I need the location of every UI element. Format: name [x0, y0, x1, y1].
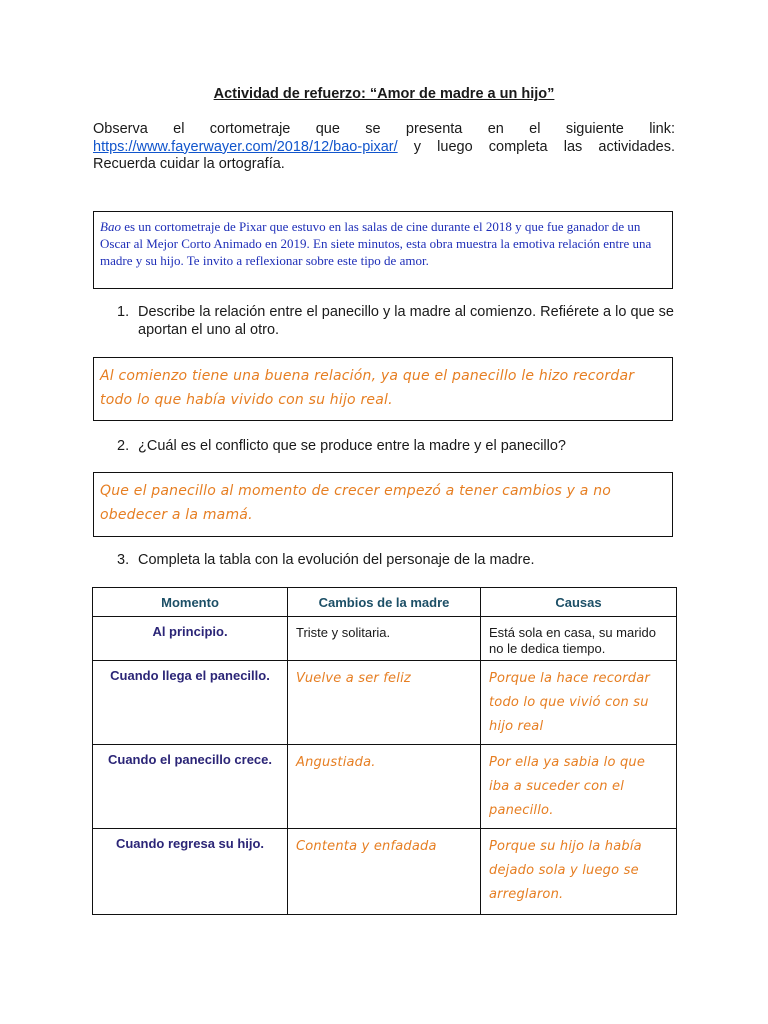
table-row [93, 661, 677, 745]
question-number: 1. [117, 304, 130, 320]
bao-description-box [93, 211, 673, 289]
question-text: ¿Cuál es el conflicto que se produce entre la madre y el panecillo? [138, 438, 566, 454]
intro-text-after: y luego completa las actividades. Recuerda cuidar la ortografía. [93, 138, 675, 172]
evolution-table [92, 587, 677, 915]
cambios-cell[interactable]: Angustiada. [288, 745, 481, 829]
bao-description-text: es un cortometraje de Pixar que estuvo en las salas de cine durante el 2018 y que fue ganador de un Oscar al Mejor Corto Animado en 2019. En siete minutos, esta obra muestra la emotiva relación entre una madre y su hijo. Te invito a reflexionar sobre este tipo de amor. [100, 219, 652, 268]
momento-cell: Cuando regresa su hijo. [93, 829, 288, 915]
header-cambios: Cambios de la madre [288, 588, 481, 617]
question-1 [117, 303, 677, 339]
causas-cell[interactable]: Porque su hijo la había dejado sola y luego se arreglaron. [481, 829, 677, 915]
table-header-row [93, 588, 677, 617]
header-momento: Momento [93, 588, 288, 617]
cambios-cell: Triste y solitaria. [288, 617, 481, 661]
intro-text-before: Observa el cortometraje que se presenta en el siguiente link: [93, 121, 675, 137]
intro-paragraph [93, 121, 675, 174]
question-2 [117, 437, 677, 455]
table-row [93, 829, 677, 915]
answer-box-2[interactable]: Que el panecillo al momento de crecer empezó a tener cambios y a no obedecer a la mamá. [93, 472, 673, 537]
causas-cell[interactable]: Porque la hace recordar todo lo que vivió con su hijo real [481, 661, 677, 745]
cambios-cell[interactable]: Vuelve a ser feliz [288, 661, 481, 745]
question-text: Describe la relación entre el panecillo y la madre al comienzo. Refiérete a lo que se aportan el uno al otro. [138, 304, 674, 338]
table-row [93, 617, 677, 661]
video-link[interactable]: https://www.fayerwayer.com/2018/12/bao-pixar/ [93, 138, 398, 155]
header-causas: Causas [481, 588, 677, 617]
causas-cell: Está sola en casa, su marido no le dedica tiempo. [481, 617, 677, 661]
question-3 [117, 551, 677, 569]
momento-cell: Cuando el panecillo crece. [93, 745, 288, 829]
momento-cell: Al principio. [93, 617, 288, 661]
answer-box-1[interactable]: Al comienzo tiene una buena relación, ya que el panecillo le hizo recordar todo lo que había vivido con su hijo real. [93, 357, 673, 421]
causas-cell[interactable]: Por ella ya sabia lo que iba a suceder con el panecillo. [481, 745, 677, 829]
question-number: 3. [117, 552, 130, 568]
question-text: Completa la tabla con la evolución del personaje de la madre. [138, 552, 535, 568]
bao-title: Bao [100, 219, 121, 234]
document-title: Actividad de refuerzo: “Amor de madre a un hijo” [213, 86, 555, 102]
table-row [93, 745, 677, 829]
question-number: 2. [117, 438, 130, 454]
momento-cell: Cuando llega el panecillo. [93, 661, 288, 745]
cambios-cell[interactable]: Contenta y enfadada [288, 829, 481, 915]
